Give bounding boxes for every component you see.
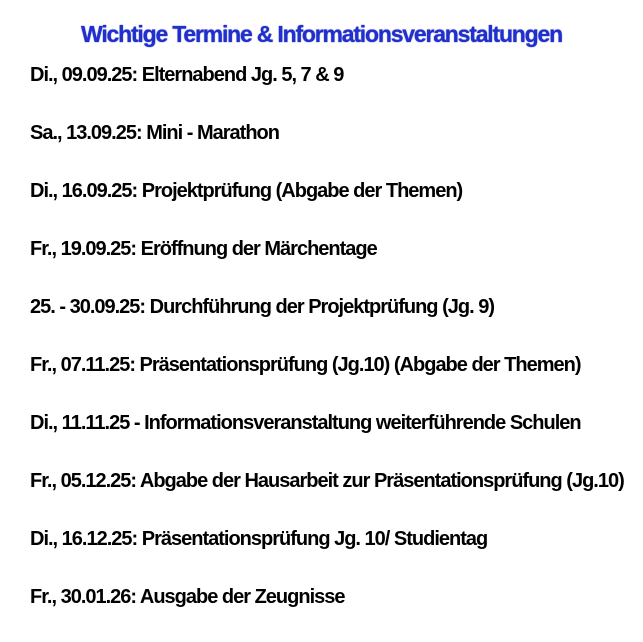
event-item: Sa., 13.09.25: Mini - Marathon <box>30 122 279 144</box>
page-title: Wichtige Termine & Informationsveranstaltungen <box>81 21 562 48</box>
event-item: Fr., 30.01.26: Ausgabe der Zeugnisse <box>30 586 345 608</box>
event-item: Di., 16.09.25: Projektprüfung (Abgabe der Themen) <box>30 180 463 202</box>
event-item: Fr., 05.12.25: Abgabe der Hausarbeit zur Präsentationsprüfung (Jg.10) <box>30 470 624 492</box>
event-item: Fr., 19.09.25: Eröffnung der Märchentage <box>30 238 377 260</box>
event-item: Fr., 07.11.25: Präsentationsprüfung (Jg.10) (Abgabe der Themen) <box>30 354 581 376</box>
events-list <box>30 62 630 642</box>
event-item: Di., 09.09.25: Elternabend Jg. 5, 7 & 9 <box>30 64 344 86</box>
event-item: Di., 16.12.25: Präsentationsprüfung Jg. 10/ Studientag <box>30 528 488 550</box>
event-item: Di., 11.11.25 - Informationsveranstaltung weiterführende Schulen <box>30 412 581 434</box>
event-item: 25. - 30.09.25: Durchführung der Projektprüfung (Jg. 9) <box>30 296 494 318</box>
